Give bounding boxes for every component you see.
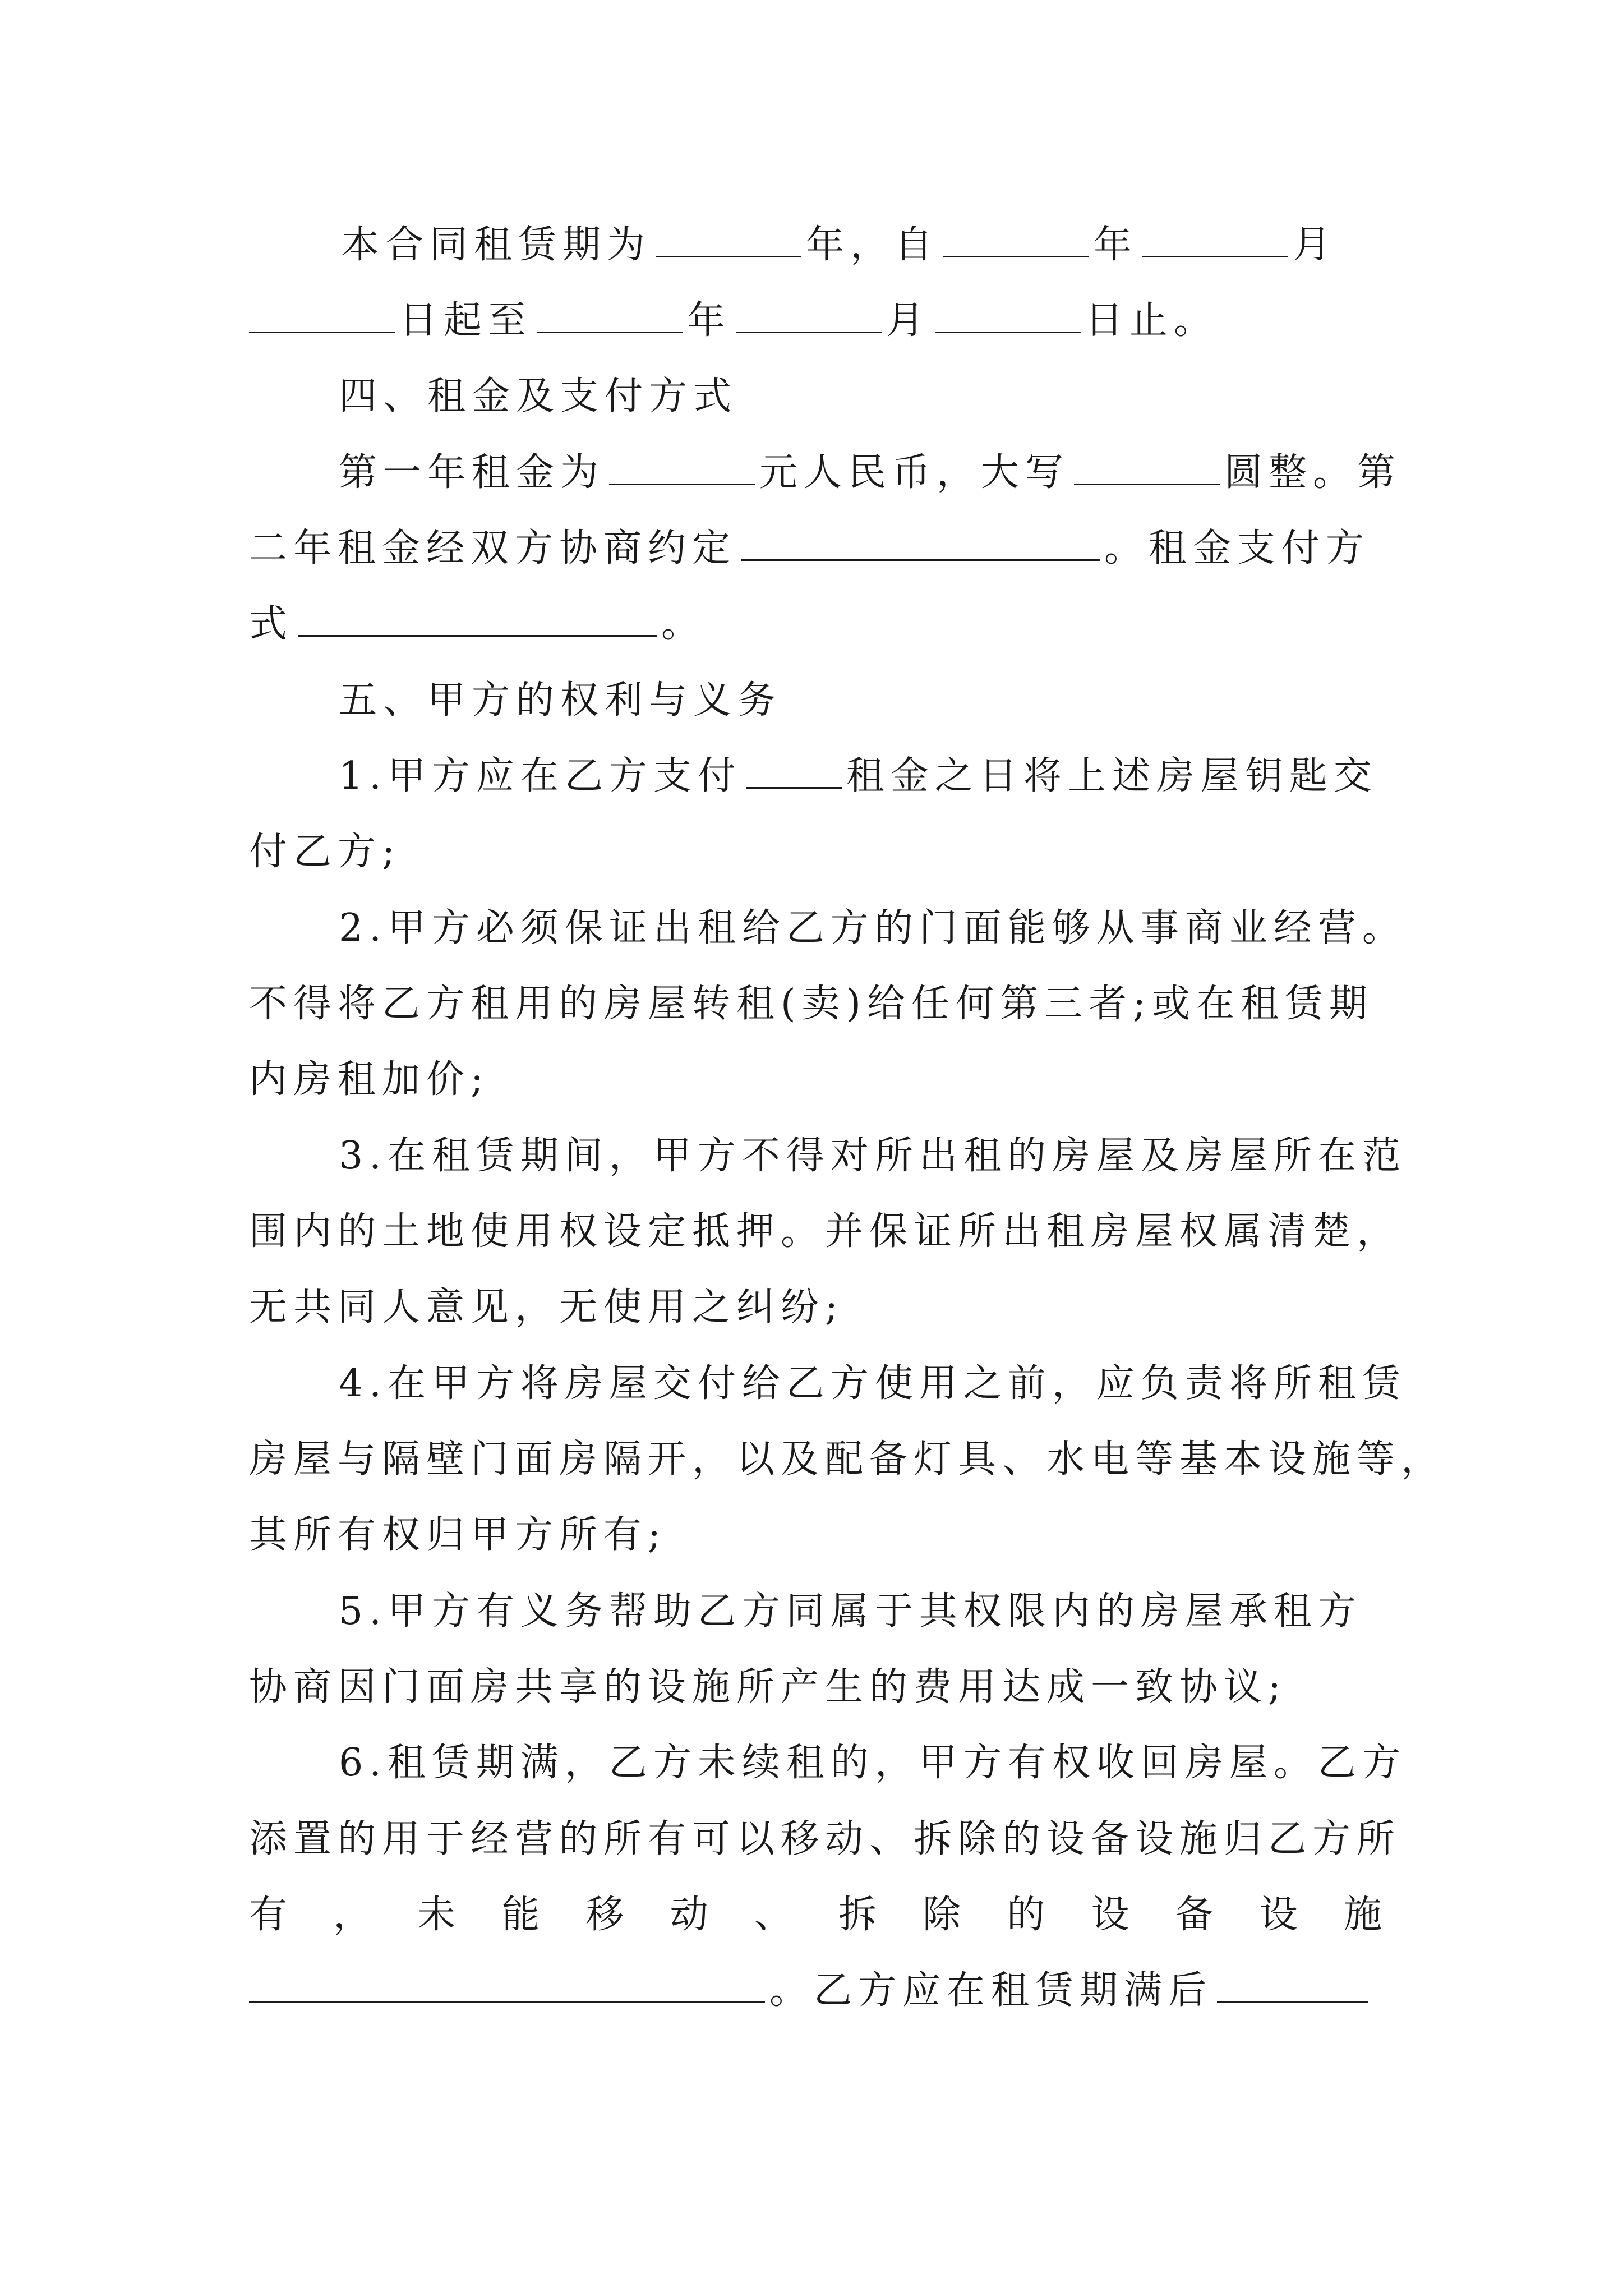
text-segment: 协商因门面房共享的设施所产生的费用达成一致协议; [249, 1665, 1287, 1709]
blank-field [1217, 1967, 1368, 2003]
text-segment: 添置的用于经营的所有可以移动、拆除的设备设施归乙方所 [249, 1817, 1401, 1861]
clause-4-line-1 [339, 1353, 1407, 1415]
text-segment: 日起至 [399, 298, 533, 343]
text-segment: 围内的土地使用权设定抵押。并保证所出租房屋权属清楚， [249, 1209, 1401, 1254]
blank-field [746, 752, 842, 789]
blank-field [609, 449, 755, 485]
text-segment: 2.甲方必须保证出租给乙方的门面能够从事商业经营。 [339, 906, 1407, 950]
blank-field [249, 297, 395, 333]
blank-field [943, 221, 1089, 257]
blank-field [741, 524, 1100, 561]
spread-char: 的 [1007, 1893, 1045, 1937]
clause-6-line-2 [249, 1809, 1401, 1870]
text-segment: 租金之日将上述房屋钥匙交 [846, 754, 1378, 798]
spread-char: 设 [1091, 1893, 1129, 1937]
clause-4-line-3 [249, 1504, 1382, 1566]
rent-line-3 [249, 593, 1382, 655]
text-segment: 付乙方; [249, 830, 401, 874]
blank-field [656, 221, 801, 257]
text-segment: 1.甲方应在乙方支付 [339, 754, 742, 798]
text-segment: 第一年租金为 [339, 450, 605, 495]
blank-field [935, 297, 1081, 333]
spread-char: 动 [670, 1893, 708, 1937]
text-segment: 6.租赁期满，乙方未续租的，甲方有权收回房屋。乙方 [339, 1741, 1407, 1785]
spread-char: 、 [754, 1893, 792, 1937]
spread-char: 有 [249, 1893, 288, 1937]
clause-5-line-2 [249, 1657, 1382, 1718]
text-segment: 本合同租赁期为 [341, 223, 652, 267]
blank-field [537, 297, 683, 333]
text-segment: 月 [1293, 223, 1338, 267]
text-segment: 房屋与隔壁门面房隔开，以及配备灯具、水电等基本设施等， [249, 1437, 1446, 1481]
text-segment: 其所有权归甲方所有; [249, 1513, 667, 1557]
text-segment: 年 [1094, 223, 1138, 267]
blank-field [1142, 221, 1288, 257]
text-segment: 无共同人意见，无使用之纠纷; [249, 1285, 844, 1329]
text-segment: 3.在租赁期间，甲方不得对所出租的房屋及房屋所在范 [339, 1134, 1407, 1178]
rent-line-2 [249, 518, 1382, 579]
clause-1-line-2 [249, 821, 1382, 883]
spread-char: 设 [1259, 1893, 1298, 1937]
spread-char: 备 [1175, 1893, 1214, 1937]
lease-term-line-1 [341, 214, 1382, 276]
spread-char: 未 [417, 1893, 456, 1937]
text-segment: 式 [249, 602, 294, 646]
clause-6-line-3 [249, 1884, 1382, 1946]
section-heading-landlord [339, 670, 1382, 731]
rent-line-1 [339, 442, 1402, 504]
text-segment: 年 [687, 298, 732, 343]
clause-3-line-3 [249, 1277, 1382, 1338]
clause-2-line-3 [249, 1049, 1382, 1111]
clause-5-line-1 [339, 1581, 1382, 1642]
text-segment: 年，自 [806, 223, 939, 267]
text-segment: 内房租加价; [249, 1057, 490, 1102]
blank-field [249, 1967, 765, 2003]
blank-field [736, 297, 882, 333]
clause-6-line-1 [339, 1732, 1407, 1794]
clause-1-line-1 [339, 746, 1382, 807]
text-segment: 二年租金经双方协商约定 [249, 526, 737, 570]
lease-term-line-2 [249, 290, 1382, 352]
clause-6-line-4 [249, 1960, 1382, 2022]
section-heading-rent [339, 366, 1382, 427]
text-segment: 5.甲方有义务帮助乙方同属于其权限内的房屋承租方 [339, 1589, 1362, 1634]
blank-field [1074, 449, 1220, 485]
clause-3-line-1 [339, 1125, 1407, 1187]
blank-field [298, 600, 657, 637]
clause-3-line-2 [249, 1201, 1401, 1263]
clause-2-line-2 [249, 973, 1382, 1035]
heading-text: 四、租金及支付方式 [339, 374, 738, 418]
clause-2-line-1 [339, 898, 1407, 959]
text-segment: 不得将乙方租用的房屋转租(卖)给任何第三者;或在租赁期 [249, 982, 1373, 1026]
spread-char: 拆 [838, 1893, 877, 1937]
text-segment: 。乙方应在租赁期满后 [769, 1968, 1213, 2013]
text-segment: 。租金支付方 [1104, 526, 1371, 570]
spread-char: 除 [923, 1893, 961, 1937]
spread-char: 移 [585, 1893, 624, 1937]
text-segment: 日止。 [1085, 298, 1219, 343]
heading-text: 五、甲方的权利与义务 [339, 678, 782, 723]
text-segment: 。 [661, 602, 706, 646]
spread-char: 能 [501, 1893, 540, 1937]
text-segment: 元人民币，大写 [759, 450, 1070, 495]
text-segment: 4.在甲方将房屋交付给乙方使用之前，应负责将所租赁 [339, 1361, 1407, 1406]
text-segment: 圆整。第 [1224, 450, 1402, 495]
clause-4-line-2 [249, 1429, 1446, 1490]
spread-char: 施 [1343, 1893, 1382, 1937]
spread-char: ， [333, 1893, 372, 1937]
text-segment: 月 [886, 298, 931, 343]
